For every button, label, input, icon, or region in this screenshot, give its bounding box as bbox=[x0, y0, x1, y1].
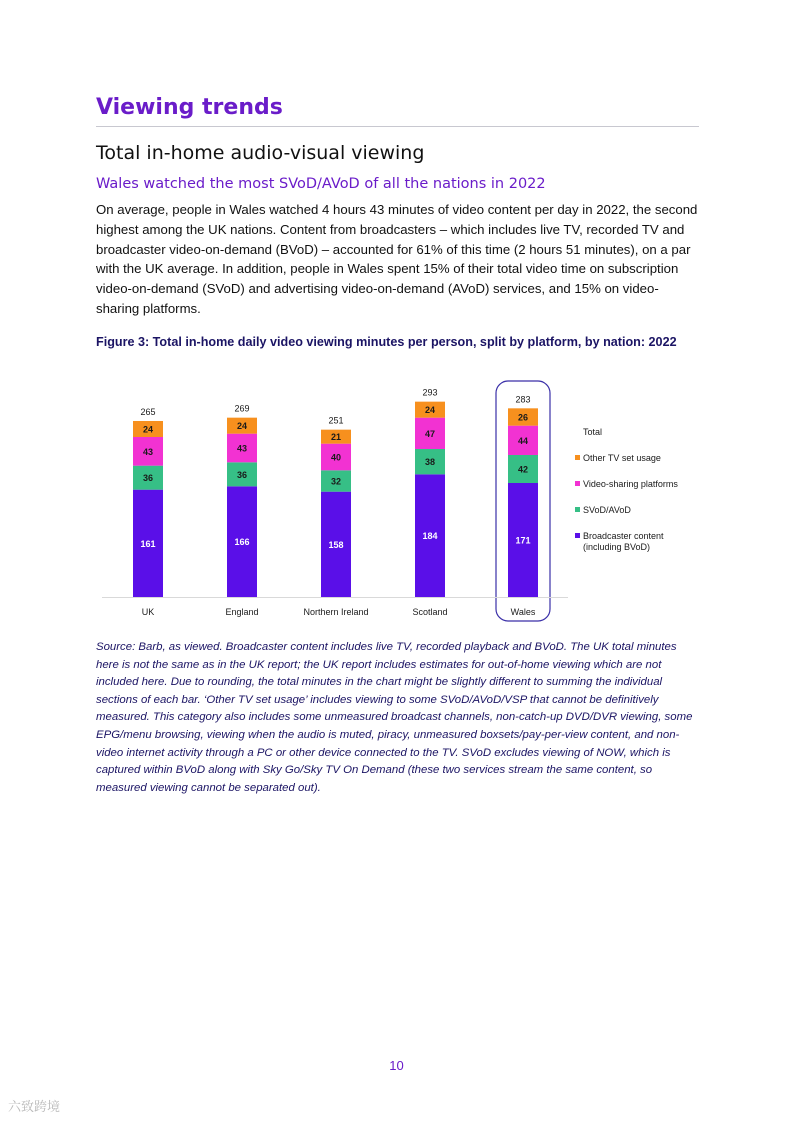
total-label: 251 bbox=[328, 415, 344, 426]
data-label: 24 bbox=[424, 405, 436, 416]
title-divider bbox=[96, 126, 699, 127]
data-label: 44 bbox=[517, 435, 529, 446]
data-label: 32 bbox=[330, 476, 342, 487]
data-label: 47 bbox=[424, 428, 436, 439]
legend-label: SVoD/AVoD bbox=[583, 505, 631, 515]
legend-label: Video-sharing platforms bbox=[583, 479, 678, 489]
total-label: 265 bbox=[140, 406, 156, 417]
category-label: Scotland bbox=[412, 607, 448, 617]
data-label: 43 bbox=[236, 443, 248, 454]
data-label: 36 bbox=[142, 473, 154, 484]
section-title: Viewing trends bbox=[96, 95, 283, 120]
total-label: 293 bbox=[422, 387, 438, 398]
data-label: 24 bbox=[236, 421, 248, 432]
page-number: 10 bbox=[389, 1058, 404, 1073]
data-label: 42 bbox=[517, 464, 529, 475]
legend-swatch bbox=[575, 507, 580, 512]
legend-swatch bbox=[575, 481, 580, 486]
data-label: 36 bbox=[236, 469, 248, 480]
data-label: 161 bbox=[140, 538, 156, 549]
data-label: 184 bbox=[422, 531, 438, 542]
total-label: 283 bbox=[515, 394, 531, 405]
section-heading: Total in-home audio-visual viewing bbox=[96, 142, 425, 164]
legend-label: (including BVoD) bbox=[583, 542, 651, 552]
total-label: 269 bbox=[234, 403, 250, 414]
category-label: Northern Ireland bbox=[303, 607, 369, 617]
data-label: 26 bbox=[517, 412, 529, 423]
legend-total-label: Total bbox=[583, 427, 603, 437]
subheading: Wales watched the most SVoD/AVoD of all the nations in 2022 bbox=[96, 176, 546, 192]
data-label: 171 bbox=[515, 535, 531, 546]
data-label: 43 bbox=[142, 446, 154, 457]
watermark-logo: 六致跨境 bbox=[8, 1099, 61, 1114]
source-note: Source: Barb, as viewed. Broadcaster content includes live TV, recorded playback and BVoD. The UK total minutes here is not the same as in the UK report; the UK report includes estimates for out-of-home viewing which are not included here. Due to rounding, the total minutes in the chart might be slightly different to summing the individual sections of each bar. ‘Other TV set usage’ includes viewing to some SVoD/AVoD/VSP that cannot be definitively measured. This category also includes some unmeasured broadcast channels, non-catch-up DVD/DVR viewing, some EPG/menu browsing, viewing when the audio is muted, piracy, unmeasured boxsets/pay-per-view content, and non-video internet activity through a PC or other device connected to the TV. SVoD excludes viewing of NOW, which is captured within BVoD along with Sky Go/Sky TV On Demand (these two services stream the same content, so measured viewing cannot be separated out). bbox=[96, 641, 693, 794]
category-label: England bbox=[225, 607, 259, 617]
data-label: 40 bbox=[330, 452, 342, 463]
legend-swatch bbox=[575, 455, 580, 460]
data-label: 24 bbox=[142, 424, 154, 435]
data-label: 158 bbox=[328, 539, 344, 550]
figure-title: Figure 3: Total in-home daily video viewing minutes per person, split by platform, by nation: 2022 bbox=[96, 335, 677, 349]
data-label: 166 bbox=[234, 537, 250, 548]
legend-label: Other TV set usage bbox=[583, 453, 661, 463]
category-label: Wales bbox=[510, 607, 536, 617]
legend-swatch bbox=[575, 533, 580, 538]
stacked-bar-chart bbox=[0, 370, 793, 632]
legend-label: Broadcaster content bbox=[583, 531, 664, 541]
data-label: 38 bbox=[424, 457, 436, 468]
category-label: UK bbox=[141, 607, 155, 617]
body-paragraph: On average, people in Wales watched 4 hours 43 minutes of video content per day in 2022, the second highest among the UK nations. Content from broadcasters – which includes live TV, recorded TV and broadcaster video-on-demand (BVoD) – accounted for 61% of this time (2 hours 51 minutes), on a par with the UK average. In addition, people in Wales spent 15% of their total video time on subscription video-on-demand (SVoD) and advertising video-on-demand (AVoD) services, and 15% on video-sharing platforms. bbox=[96, 202, 698, 316]
data-label: 21 bbox=[330, 432, 342, 443]
